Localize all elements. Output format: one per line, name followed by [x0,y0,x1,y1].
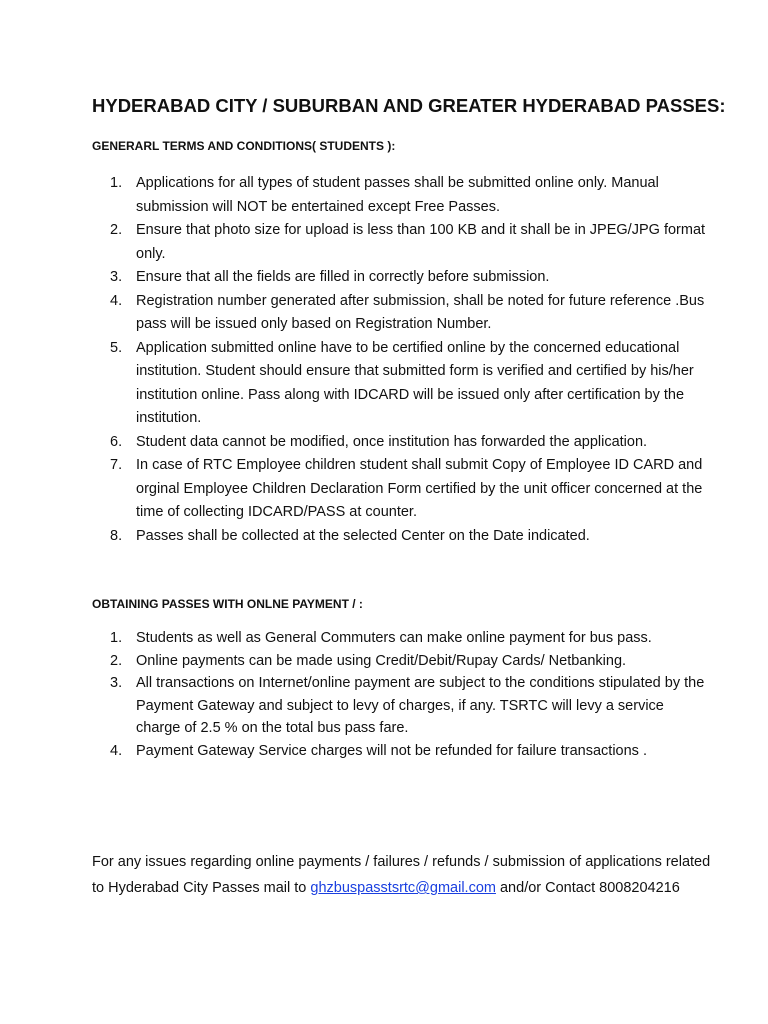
list-item [110,525,710,549]
list-number: 1. [110,630,123,646]
list-item [110,219,710,266]
list-item-text: Registration number generated after submission, shall be noted for future reference .Bus pass will be issued only based on Registration Number. [136,292,705,332]
list-item [110,650,710,673]
list-item [110,627,710,650]
list-item [110,454,710,525]
contact-text-after: and/or Contact 8008204216 [495,880,680,896]
list-item [110,740,710,763]
contact-text-before: For any issues regarding online payments / failures / refunds / submission of applications related to Hyderabad City Passes mail to [92,854,711,896]
email-link[interactable]: ghzbuspasstsrtc@gmail.com [310,880,496,896]
contact-paragraph [92,849,712,901]
list-item-text: In case of RTC Employee children student shall submit Copy of Employee ID CARD and orginal Employee Children Declaration Form certified by the unit officer concerned at the time of collecting IDCARD/PASS at counter. [136,457,703,520]
list-item-text: Application submitted online have to be certified online by the concerned educational institution. Student should ensure that submitted form is verified and certified by his/her institution online. Pass along with IDCARD will be issued only after certification by the institution. [136,339,694,426]
list-number: 1. [110,175,123,191]
list-item-text: Student data cannot be modified, once institution has forwarded the application. [136,433,648,450]
list-number: 2. [110,652,123,669]
list-item [110,431,710,455]
list-number: 6. [110,433,123,450]
terms-list [110,172,710,548]
list-item-text: Ensure that photo size for upload is less than 100 KB and it shall be in JPEG/JPG format only. [136,222,706,262]
list-number: 3. [110,675,123,691]
payment-list [110,627,710,762]
list-number: 5. [110,339,123,356]
list-number: 8. [110,527,123,544]
list-number: 7. [110,457,123,473]
list-item-text: Students as well as General Commuters can make online payment for bus pass. [136,630,652,646]
list-number: 4. [110,742,123,759]
list-item [110,337,710,431]
list-item-text: Applications for all types of student passes shall be submitted online only. Manual submission will NOT be entertained except Free Passes. [136,175,659,215]
section-heading-payment: OBTAINING PASSES WITH ONLNE PAYMENT / : [92,597,363,611]
list-number: 2. [110,222,123,238]
list-item-text: Passes shall be collected at the selected Center on the Date indicated. [136,527,590,544]
list-number: 3. [110,269,123,285]
section-heading-terms: GENERARL TERMS AND CONDITIONS( STUDENTS ): [92,139,396,153]
list-item-text: All transactions on Internet/online payment are subject to the conditions stipulated by the Payment Gateway and subject to levy of charges, if any. TSRTC will levy a service charge of 2.5 % on the total bus pass fare. [136,675,705,736]
list-item [110,672,710,740]
list-item-text: Payment Gateway Service charges will not be refunded for failure transactions . [136,742,647,759]
list-item-text: Online payments can be made using Credit/Debit/Rupay Cards/ Netbanking. [136,652,627,669]
list-item [110,290,710,337]
list-number: 4. [110,292,123,309]
page-title: HYDERABAD CITY / SUBURBAN AND GREATER HYDERABAD PASSES: [92,95,726,116]
list-item [110,172,710,219]
list-item-text: Ensure that all the fields are filled in correctly before submission. [136,269,550,285]
list-item [110,266,710,290]
